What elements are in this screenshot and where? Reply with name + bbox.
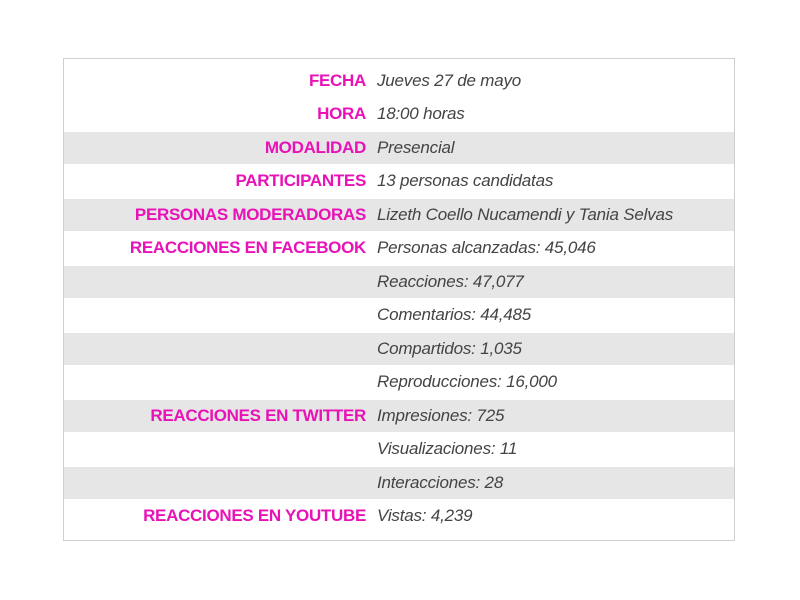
table-row — [64, 434, 734, 466]
row-value: Reacciones: 47,077 — [377, 271, 524, 291]
table-row — [64, 400, 734, 432]
table-row — [64, 99, 734, 131]
row-label: HORA — [317, 104, 366, 124]
row-value: Visualizaciones: 11 — [377, 439, 518, 459]
table-row — [64, 132, 734, 164]
row-value: Comentarios: 44,485 — [377, 305, 532, 325]
row-value: Personas alcanzadas: 45,046 — [377, 238, 596, 258]
row-value: Vistas: 4,239 — [377, 506, 473, 526]
table-row — [64, 65, 734, 97]
row-value: Jueves 27 de mayo — [377, 70, 522, 90]
row-label: REACCIONES EN YOUTUBE — [143, 506, 366, 526]
row-label: REACCIONES EN TWITTER — [150, 405, 366, 425]
row-value: Interacciones: 28 — [377, 472, 504, 492]
table-row — [64, 300, 734, 332]
row-value: Reproducciones: 16,000 — [377, 372, 557, 392]
row-value: Lizeth Coello Nucamendi y Tania Selvas — [377, 204, 674, 224]
table-row — [64, 467, 734, 499]
event-info-card — [63, 58, 735, 541]
table-row — [64, 233, 734, 265]
row-value: 18:00 horas — [377, 104, 465, 124]
table-row — [64, 501, 734, 533]
table-row — [64, 266, 734, 298]
row-value: Impresiones: 725 — [377, 405, 505, 425]
event-info-table — [64, 65, 734, 534]
row-label: PARTICIPANTES — [235, 171, 366, 191]
table-row — [64, 333, 734, 365]
row-label: MODALIDAD — [264, 137, 366, 157]
row-value: Compartidos: 1,035 — [377, 338, 522, 358]
row-value: Presencial — [377, 137, 455, 157]
row-label: PERSONAS MODERADORAS — [134, 204, 366, 224]
row-value: 13 personas candidatas — [377, 171, 554, 191]
row-label: FECHA — [308, 70, 366, 90]
row-label: REACCIONES EN FACEBOOK — [129, 238, 366, 258]
table-row — [64, 199, 734, 231]
table-row — [64, 166, 734, 198]
table-row — [64, 367, 734, 399]
